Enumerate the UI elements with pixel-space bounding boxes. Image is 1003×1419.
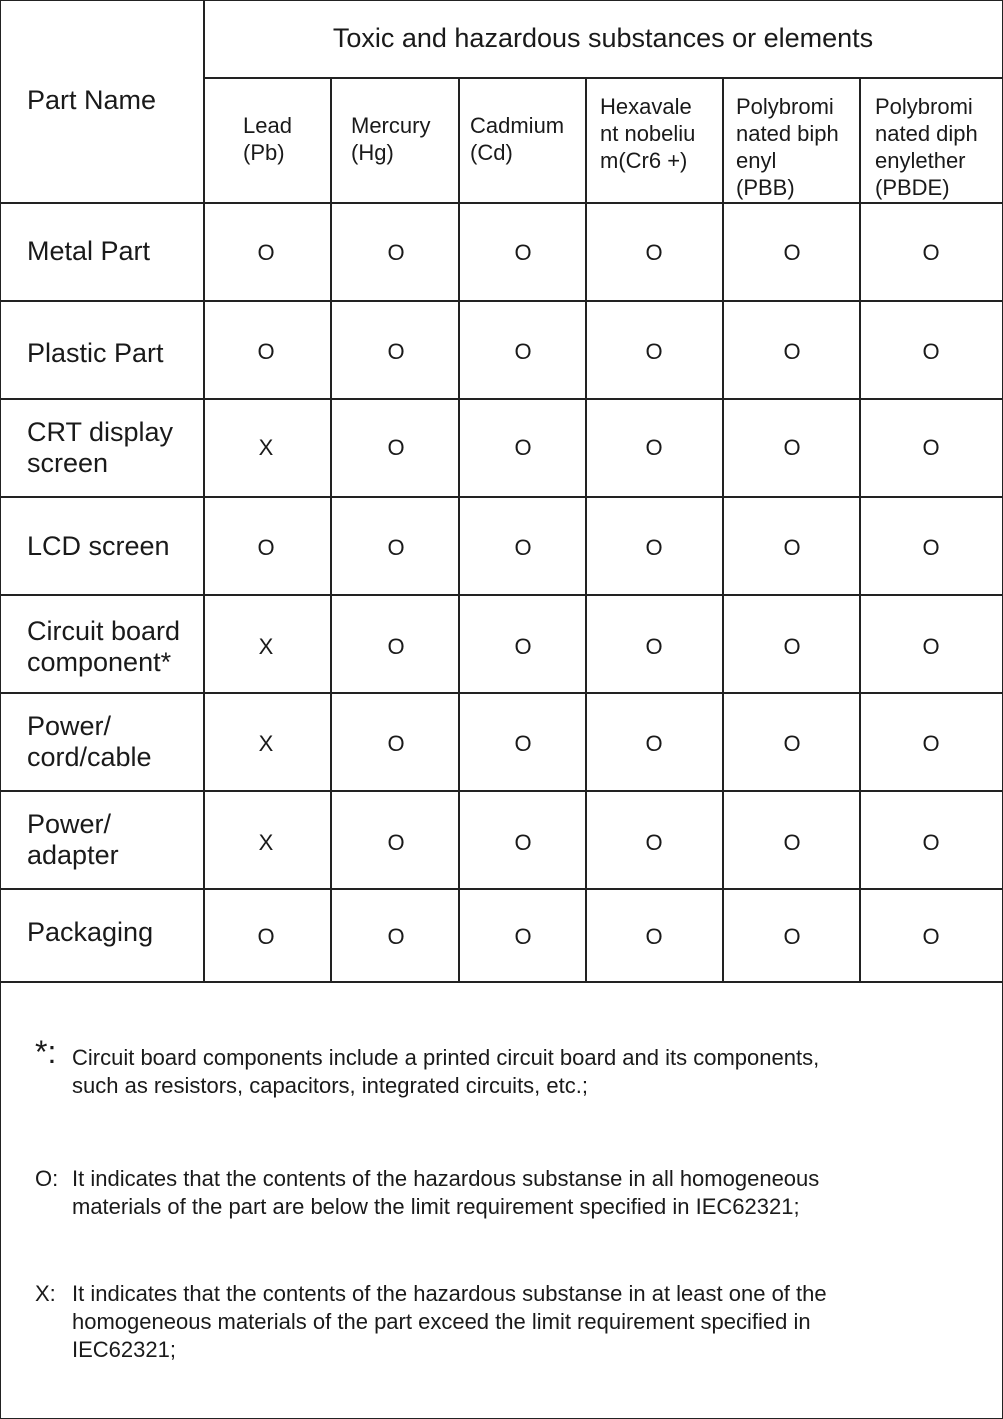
footnote-o-definition — [35, 1165, 935, 1221]
lead-value: X — [258, 435, 274, 460]
column-header-lead: Lead (Pb) — [243, 113, 292, 165]
mercury-value: O — [387, 731, 405, 756]
column-header-pbb: Polybromi nated biph enyl (PBB) — [736, 94, 839, 200]
table-bottom-rule — [1, 981, 1002, 983]
lead-value: X — [258, 830, 274, 855]
row-divider — [1, 398, 1002, 400]
pbde-value: O — [922, 339, 940, 364]
pbde-value: O — [922, 830, 940, 855]
cadmium-value: O — [514, 634, 532, 659]
part-name-header: Part Name — [27, 85, 157, 115]
lead-value: O — [257, 240, 275, 265]
part-name-cell: LCD screen — [27, 531, 170, 561]
lead-value: O — [257, 535, 275, 560]
part-column-divider — [203, 1, 205, 982]
header-bottom-rule — [1, 202, 1002, 204]
mercury-value: O — [387, 924, 405, 949]
column-header-pbde: Polybromi nated diph enylether (PBDE) — [875, 94, 978, 200]
hexavalent-chromium-value: O — [645, 240, 663, 265]
pbde-value: O — [922, 924, 940, 949]
row-divider — [1, 300, 1002, 302]
row-divider — [1, 888, 1002, 890]
column-divider — [722, 77, 724, 982]
footnote-symbol: X: — [35, 1281, 56, 1306]
footnote-symbol: O: — [35, 1166, 59, 1191]
column-header-hexavalent-chromium: Hexavale nt nobeliu m(Cr6 +) — [600, 94, 696, 173]
mercury-value: O — [387, 830, 405, 855]
part-name-cell: Plastic Part — [27, 338, 164, 368]
cadmium-value: O — [514, 535, 532, 560]
row-divider — [1, 692, 1002, 694]
mercury-value: O — [387, 240, 405, 265]
pbde-value: O — [922, 634, 940, 659]
row-divider — [1, 790, 1002, 792]
hexavalent-chromium-value: O — [645, 339, 663, 364]
mercury-value: O — [387, 535, 405, 560]
pbb-value: O — [783, 634, 801, 659]
pbde-value: O — [922, 731, 940, 756]
mercury-value: O — [387, 634, 405, 659]
lead-value: O — [257, 339, 275, 364]
footnote-x-definition — [35, 1280, 935, 1364]
hexavalent-chromium-value: O — [645, 634, 663, 659]
pbb-value: O — [783, 731, 801, 756]
footnote-text: It indicates that the contents of the hazardous substanse in all homogeneous materials of the part are below the limit requirement specified in IEC62321; — [72, 1166, 820, 1219]
pbb-value: O — [783, 830, 801, 855]
footnote-circuit-board — [35, 1034, 935, 1100]
cadmium-value: O — [514, 830, 532, 855]
column-divider — [585, 77, 587, 982]
footnote-symbol: *: — [35, 1034, 57, 1070]
row-divider — [1, 496, 1002, 498]
part-name-cell: Power/ adapter — [27, 809, 119, 870]
group-header: Toxic and hazardous substances or elements — [332, 23, 874, 53]
pbde-value: O — [922, 435, 940, 460]
footnote-text: Circuit board components include a printed circuit board and its components, such as resistors, capacitors, integrated circuits, etc.; — [72, 1045, 820, 1098]
cadmium-value: O — [514, 731, 532, 756]
cadmium-value: O — [514, 924, 532, 949]
hexavalent-chromium-value: O — [645, 731, 663, 756]
part-name-cell: Circuit board component* — [27, 616, 181, 677]
part-name-cell: Metal Part — [27, 236, 151, 266]
pbde-value: O — [922, 240, 940, 265]
cadmium-value: O — [514, 435, 532, 460]
pbb-value: O — [783, 240, 801, 265]
row-divider — [1, 594, 1002, 596]
pbb-value: O — [783, 535, 801, 560]
column-header-cadmium: Cadmium (Cd) — [470, 113, 565, 165]
lead-value: X — [258, 731, 274, 756]
pbde-value: O — [922, 535, 940, 560]
part-name-cell: Packaging — [27, 917, 154, 947]
hexavalent-chromium-value: O — [645, 924, 663, 949]
part-name-cell: Power/ cord/cable — [27, 711, 152, 772]
hexavalent-chromium-value: O — [645, 535, 663, 560]
part-name-cell: CRT display screen — [27, 417, 174, 478]
mercury-value: O — [387, 339, 405, 364]
hexavalent-chromium-value: O — [645, 830, 663, 855]
header-group-divider — [204, 77, 1002, 79]
pbb-value: O — [783, 924, 801, 949]
cadmium-value: O — [514, 240, 532, 265]
lead-value: O — [257, 924, 275, 949]
column-divider — [330, 77, 332, 982]
pbb-value: O — [783, 339, 801, 364]
pbb-value: O — [783, 435, 801, 460]
column-header-mercury: Mercury (Hg) — [351, 113, 431, 165]
hexavalent-chromium-value: O — [645, 435, 663, 460]
mercury-value: O — [387, 435, 405, 460]
column-divider — [458, 77, 460, 982]
cadmium-value: O — [514, 339, 532, 364]
footnote-text: It indicates that the contents of the hazardous substanse in at least one of the homogeneous materials of the part exceed the limit requirement specified in IEC62321; — [72, 1281, 827, 1362]
column-divider — [859, 77, 861, 982]
lead-value: X — [258, 634, 274, 659]
